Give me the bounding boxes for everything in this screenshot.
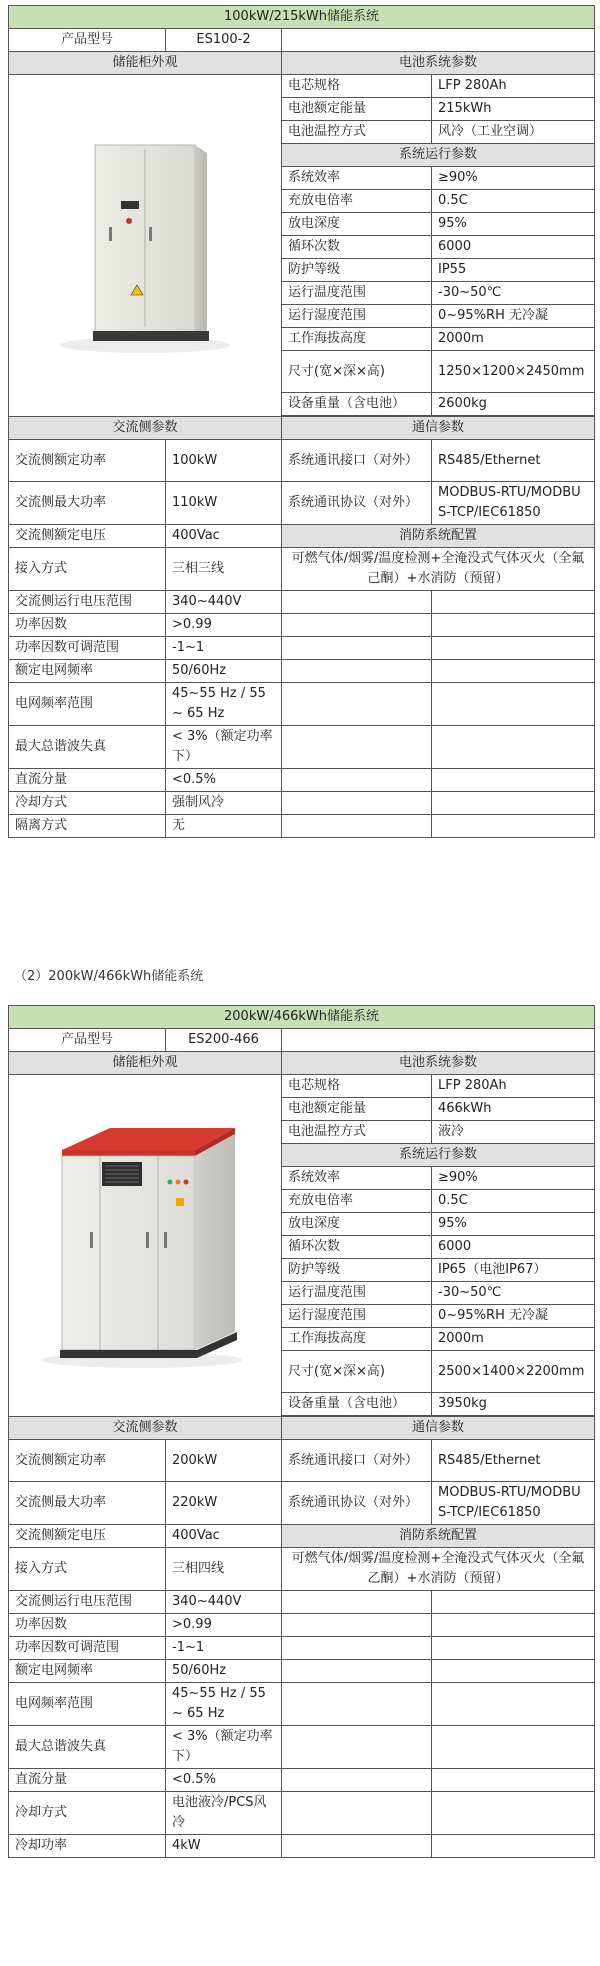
- battery-params-header: 电池系统参数: [282, 52, 595, 75]
- param-label: 交流侧额定电压: [9, 525, 166, 548]
- param-value: IP55: [432, 259, 595, 282]
- param-value: 45~55 Hz / 55 ~ 65 Hz: [166, 1683, 282, 1726]
- param-label: 电池温控方式: [282, 1121, 432, 1144]
- param-value: 400Vac: [166, 1525, 282, 1548]
- param-value: 强制风冷: [166, 792, 282, 815]
- model-value: ES200-466: [166, 1029, 282, 1052]
- table-title: 100kW/215kWh储能系统: [9, 6, 595, 29]
- param-value: MODBUS-RTU/MODBUS-TCP/IEC61850: [432, 1482, 595, 1525]
- param-label: 循环次数: [282, 1236, 432, 1259]
- param-value: MODBUS-RTU/MODBUS-TCP/IEC61850: [432, 482, 595, 525]
- param-label: 隔离方式: [9, 815, 166, 838]
- param-value: 100kW: [166, 440, 282, 482]
- param-label: 设备重量（含电池）: [282, 1393, 432, 1416]
- param-label: 设备重量（含电池）: [282, 393, 432, 416]
- param-value: <0.5%: [166, 769, 282, 792]
- param-label: 系统效率: [282, 1167, 432, 1190]
- param-value: 340~440V: [166, 591, 282, 614]
- param-label: 运行温度范围: [282, 1282, 432, 1305]
- fire-config-value: 可燃气体/烟雾/温度检测+全淹没式气体灭火（全氟己酮）+水消防（预留）: [282, 548, 595, 591]
- appearance-header: 储能柜外观: [9, 1052, 282, 1075]
- param-value: 110kW: [166, 482, 282, 525]
- spec-table-2: [8, 1005, 595, 1858]
- battery-params-header: 电池系统参数: [282, 1052, 595, 1075]
- param-label: 工作海拔高度: [282, 1328, 432, 1351]
- model-value: ES100-2: [166, 29, 282, 52]
- param-value: 340~440V: [166, 1591, 282, 1614]
- cabinet-image: [9, 1075, 282, 1417]
- model-label: 产品型号: [9, 1029, 166, 1052]
- param-value: 4kW: [166, 1835, 282, 1858]
- param-label: 交流侧最大功率: [9, 1482, 166, 1525]
- param-label: 系统通讯接口（对外）: [282, 440, 432, 482]
- param-label: 直流分量: [9, 769, 166, 792]
- param-value: < 3%（额定功率下）: [166, 726, 282, 769]
- param-value: RS485/Ethernet: [432, 1440, 595, 1482]
- param-value: 0.5C: [432, 190, 595, 213]
- param-label: 功率因数: [9, 614, 166, 637]
- param-label: 电池温控方式: [282, 121, 432, 144]
- param-label: 最大总谐波失真: [9, 726, 166, 769]
- param-label: 交流侧额定功率: [9, 440, 166, 482]
- param-label: 电池额定能量: [282, 98, 432, 121]
- param-value: 95%: [432, 213, 595, 236]
- param-value: 液冷: [432, 1121, 595, 1144]
- param-label: 尺寸(宽×深×高): [282, 1351, 432, 1393]
- param-label: 循环次数: [282, 236, 432, 259]
- param-label: 防护等级: [282, 259, 432, 282]
- param-label: 交流侧额定功率: [9, 1440, 166, 1482]
- param-label: 接入方式: [9, 548, 166, 591]
- param-label: 电芯规格: [282, 75, 432, 98]
- param-value: 400Vac: [166, 525, 282, 548]
- param-label: 系统通讯协议（对外）: [282, 482, 432, 525]
- param-value: 三相四线: [166, 1548, 282, 1591]
- param-label: 冷却方式: [9, 792, 166, 815]
- param-value: 电池液冷/PCS风冷: [166, 1792, 282, 1835]
- param-label: 系统效率: [282, 167, 432, 190]
- param-value: 95%: [432, 1213, 595, 1236]
- param-value: >0.99: [166, 614, 282, 637]
- param-label: 功率因数可调范围: [9, 1637, 166, 1660]
- param-label: 系统通讯协议（对外）: [282, 1482, 432, 1525]
- param-value: 3950kg: [432, 1393, 595, 1416]
- param-value: 0.5C: [432, 1190, 595, 1213]
- param-value: 2000m: [432, 1328, 595, 1351]
- param-value: -1~1: [166, 1637, 282, 1660]
- param-value: LFP 280Ah: [432, 1075, 595, 1098]
- param-label: 额定电网频率: [9, 660, 166, 683]
- param-value: 220kW: [166, 1482, 282, 1525]
- param-value: 0~95%RH 无冷凝: [432, 1305, 595, 1328]
- param-value: RS485/Ethernet: [432, 440, 595, 482]
- param-label: 充放电倍率: [282, 1190, 432, 1213]
- param-value: 2500×1400×2200mm: [432, 1351, 595, 1393]
- param-label: 电池额定能量: [282, 1098, 432, 1121]
- param-value: -30~50℃: [432, 282, 595, 305]
- param-label: 电芯规格: [282, 1075, 432, 1098]
- param-label: 冷却功率: [9, 1835, 166, 1858]
- cabinet-image: [9, 75, 282, 417]
- param-value: 0~95%RH 无冷凝: [432, 305, 595, 328]
- param-label: 电网频率范围: [9, 683, 166, 726]
- param-value: <0.5%: [166, 1769, 282, 1792]
- spec-table-1: [8, 5, 595, 838]
- param-label: 电网频率范围: [9, 1683, 166, 1726]
- param-label: 放电深度: [282, 213, 432, 236]
- param-value: < 3%（额定功率下）: [166, 1726, 282, 1769]
- param-value: 215kWh: [432, 98, 595, 121]
- param-value: ≥90%: [432, 167, 595, 190]
- cabinet-1-illustration: [45, 127, 245, 357]
- param-label: 功率因数可调范围: [9, 637, 166, 660]
- cabinet-2-illustration: [30, 1112, 260, 1372]
- param-value: -30~50℃: [432, 1282, 595, 1305]
- ac-params-header: 交流侧参数: [9, 1417, 282, 1440]
- fire-config-value: 可燃气体/烟雾/温度检测+全淹没式气体灭火（全氟乙酮）+水消防（预留）: [282, 1548, 595, 1591]
- param-label: 接入方式: [9, 1548, 166, 1591]
- param-label: 冷却方式: [9, 1792, 166, 1835]
- param-value: >0.99: [166, 1614, 282, 1637]
- run-params-header: 系统运行参数: [282, 1144, 595, 1167]
- param-label: 运行湿度范围: [282, 305, 432, 328]
- fire-params-header: 消防系统配置: [282, 1525, 595, 1548]
- param-value: 466kWh: [432, 1098, 595, 1121]
- param-value: ≥90%: [432, 1167, 595, 1190]
- param-label: 尺寸(宽×深×高): [282, 351, 432, 393]
- param-label: 额定电网频率: [9, 1660, 166, 1683]
- param-label: 防护等级: [282, 1259, 432, 1282]
- param-value: 三相三线: [166, 548, 282, 591]
- table-title: 200kW/466kWh储能系统: [9, 1006, 595, 1029]
- section-caption: （2）200kW/466kWh储能系统: [14, 969, 204, 984]
- param-value: IP65（电池IP67）: [432, 1259, 595, 1282]
- param-label: 功率因数: [9, 1614, 166, 1637]
- appearance-header: 储能柜外观: [9, 52, 282, 75]
- param-value: 200kW: [166, 1440, 282, 1482]
- param-value: 6000: [432, 1236, 595, 1259]
- param-label: 运行温度范围: [282, 282, 432, 305]
- param-label: 交流侧额定电压: [9, 1525, 166, 1548]
- param-value: 45~55 Hz / 55 ~ 65 Hz: [166, 683, 282, 726]
- param-label: 工作海拔高度: [282, 328, 432, 351]
- param-value: 2600kg: [432, 393, 595, 416]
- param-value: LFP 280Ah: [432, 75, 595, 98]
- param-value: 6000: [432, 236, 595, 259]
- param-label: 放电深度: [282, 1213, 432, 1236]
- param-label: 交流侧运行电压范围: [9, 591, 166, 614]
- fire-params-header: 消防系统配置: [282, 525, 595, 548]
- comm-params-header: 通信参数: [282, 1417, 595, 1440]
- param-label: 交流侧最大功率: [9, 482, 166, 525]
- param-value: 50/60Hz: [166, 1660, 282, 1683]
- param-value: 50/60Hz: [166, 660, 282, 683]
- param-label: 系统通讯接口（对外）: [282, 1440, 432, 1482]
- param-value: -1~1: [166, 637, 282, 660]
- param-label: 直流分量: [9, 1769, 166, 1792]
- model-label: 产品型号: [9, 29, 166, 52]
- param-value: 2000m: [432, 328, 595, 351]
- comm-params-header: 通信参数: [282, 417, 595, 440]
- param-value: 风冷（工业空调）: [432, 121, 595, 144]
- param-value: 无: [166, 815, 282, 838]
- run-params-header: 系统运行参数: [282, 144, 595, 167]
- param-label: 充放电倍率: [282, 190, 432, 213]
- param-label: 交流侧运行电压范围: [9, 1591, 166, 1614]
- param-value: 1250×1200×2450mm: [432, 351, 595, 393]
- param-label: 运行湿度范围: [282, 1305, 432, 1328]
- param-label: 最大总谐波失真: [9, 1726, 166, 1769]
- ac-params-header: 交流侧参数: [9, 417, 282, 440]
